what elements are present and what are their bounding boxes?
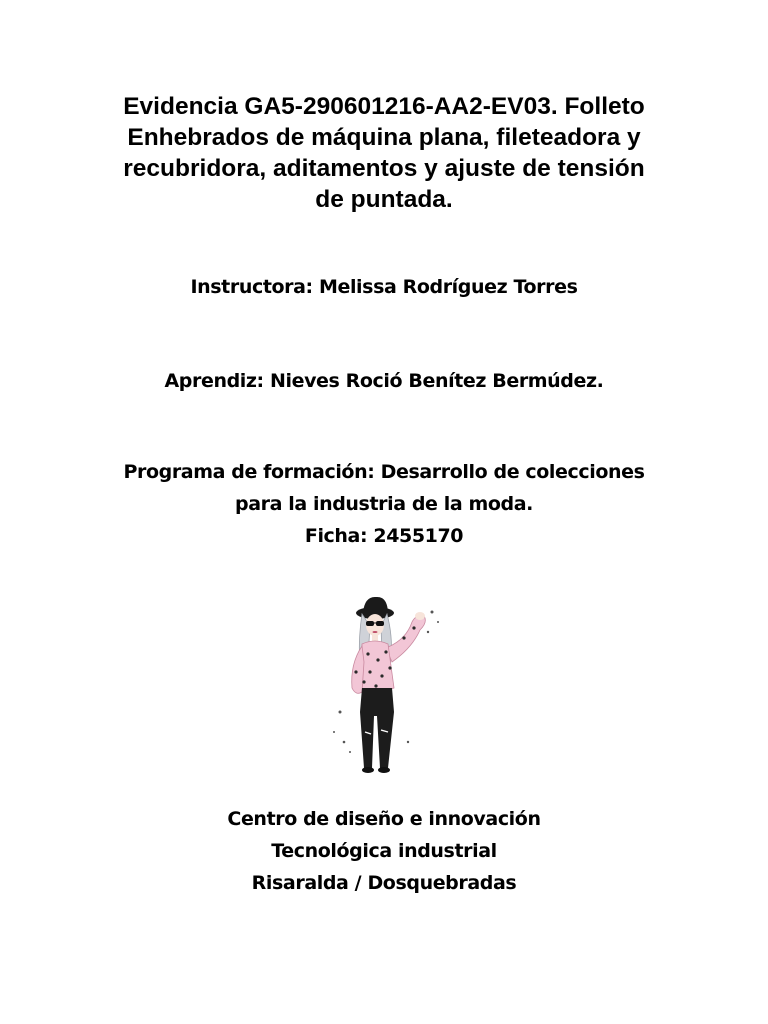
instructor-block xyxy=(60,271,708,303)
institution-block xyxy=(60,803,708,899)
fashion-illustration xyxy=(320,592,448,774)
title-line-2: Enhebrados de máquina plana, fileteadora y xyxy=(127,124,641,151)
title-line-4: de puntada. xyxy=(315,186,453,213)
program-line-1: Programa de formación: Desarrollo de colecciones xyxy=(123,461,645,483)
ficha-text: Ficha: 2455170 xyxy=(304,525,464,547)
document-title xyxy=(60,91,708,215)
apprentice-text: Aprendiz: Nieves Roció Benítez Bermúdez. xyxy=(164,370,604,392)
institution-line-1: Centro de diseño e innovación xyxy=(227,808,541,830)
title-line-1: Evidencia GA5-290601216-AA2-EV03. Folleto xyxy=(123,93,645,120)
program-line-2: para la industria de la moda. xyxy=(235,493,533,515)
institution-line-3: Risaralda / Dosquebradas xyxy=(251,872,517,894)
apprentice-block xyxy=(60,365,708,397)
program-block xyxy=(60,456,708,552)
fashion-figure-icon xyxy=(320,592,448,774)
title-line-3: recubridora, aditamentos y ajuste de tensión xyxy=(123,155,645,182)
instructor-text: Instructora: Melissa Rodríguez Torres xyxy=(190,276,578,298)
institution-line-2: Tecnológica industrial xyxy=(271,840,497,862)
